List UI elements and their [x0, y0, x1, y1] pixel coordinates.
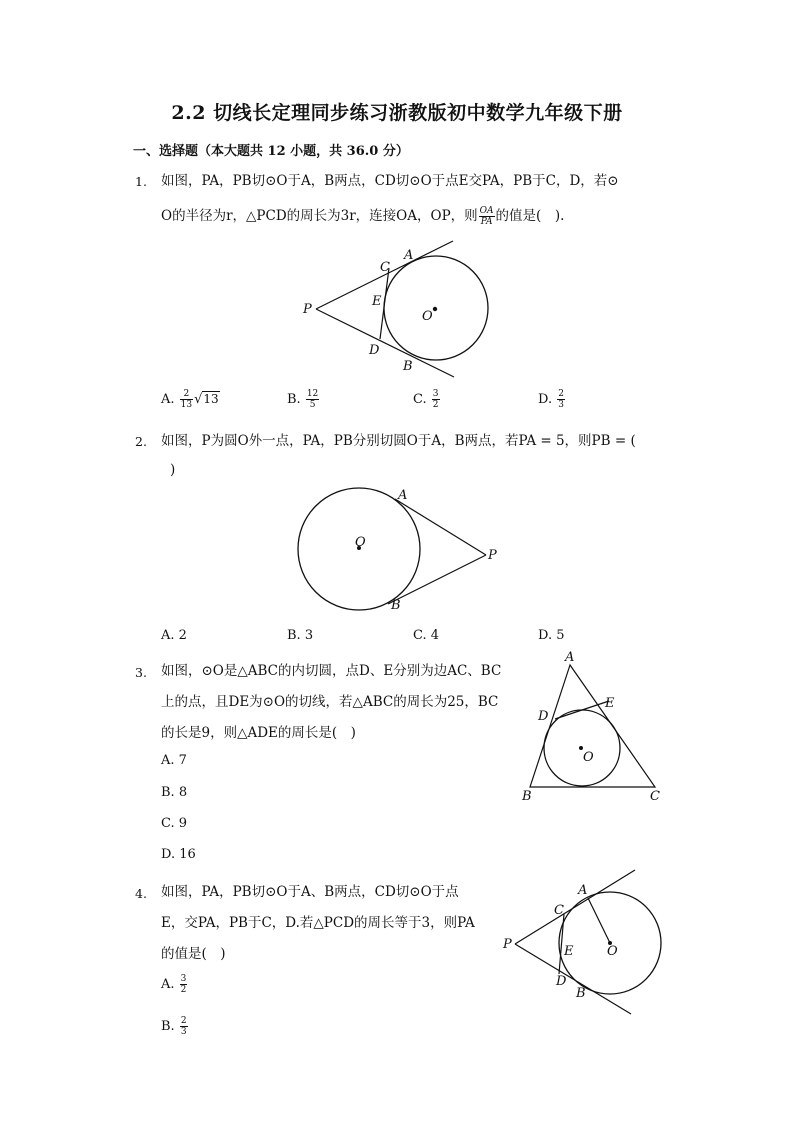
label-p: P: [503, 937, 512, 952]
question-2-figure: [290, 482, 510, 617]
q2-option-b[interactable]: B. 3: [287, 628, 314, 643]
question-4-line-3: 的值是( ): [161, 946, 226, 962]
question-1-figure: [296, 238, 496, 380]
label-o: O: [422, 309, 433, 324]
q1-option-a[interactable]: [161, 389, 220, 410]
fraction-numerator: 2: [180, 1016, 187, 1026]
fraction-numerator: 3: [180, 974, 187, 984]
question-1-line-2: [161, 201, 564, 232]
option-label: A.: [161, 977, 175, 992]
sqrt-radicand: 13: [203, 392, 219, 406]
q3-option-b[interactable]: B. 8: [161, 785, 188, 800]
fraction-numerator: OA: [479, 206, 494, 216]
label-a: A: [578, 883, 588, 898]
q3-option-a[interactable]: A. 7: [161, 753, 187, 768]
radius-oa: [588, 898, 610, 943]
fraction-denominator: 3: [180, 1027, 187, 1037]
fraction-denominator: 13: [180, 400, 193, 410]
section-heading: 一、选择题（本大题共 12 小题，共 36.0 分）: [133, 144, 409, 159]
option-fraction: [180, 1016, 188, 1037]
question-1-line-1: 如图，PA，PB切⊙O于A，B两点，CD切⊙O于点E交PA，PB于C，D，若⊙: [161, 173, 619, 189]
label-a: A: [565, 650, 575, 665]
fraction-numerator: 3: [432, 389, 439, 399]
q1-option-d[interactable]: [538, 389, 566, 410]
option-fraction: [432, 389, 440, 410]
q2-option-c[interactable]: C. 4: [413, 628, 440, 643]
label-e: E: [564, 944, 574, 959]
label-b: B: [391, 598, 401, 613]
question-1-line-2-start: O的半径为r，△PCD的周长为3r，连接OA，OP，则: [161, 208, 478, 224]
q4-option-a[interactable]: [161, 974, 188, 995]
question-3-line-2: 上的点，且DE为⊙O的切线，若△ABC的周长为25，BC: [161, 694, 499, 710]
label-c: C: [650, 789, 660, 804]
option-fraction: [180, 974, 188, 995]
fraction-denominator: 2: [432, 400, 439, 410]
label-o: O: [583, 750, 594, 765]
label-a: A: [398, 488, 408, 503]
label-b: B: [403, 359, 413, 374]
page-title: 2.2 切线长定理同步练习浙教版初中数学九年级下册: [171, 102, 623, 124]
label-d: D: [369, 343, 380, 358]
label-p: P: [488, 548, 497, 563]
label-a: A: [404, 248, 414, 263]
fraction-denominator: 5: [309, 400, 316, 410]
fraction-numerator: 2: [558, 389, 564, 399]
tangent-pb: [388, 555, 486, 604]
tangent-pa: [515, 870, 635, 944]
question-1-number: 1.: [135, 174, 147, 189]
question-3-figure: [518, 647, 668, 805]
option-fraction: [306, 389, 319, 410]
question-4-figure: [498, 864, 674, 1024]
label-c: C: [380, 260, 390, 275]
question-4-line-1: 如图，PA，PB切⊙O于A、B两点，CD切⊙O于点: [161, 884, 459, 900]
fraction-denominator: 3: [558, 400, 564, 410]
label-o: O: [607, 944, 618, 959]
question-1-fraction: [479, 206, 495, 227]
triangle-abc: [530, 665, 655, 787]
option-fraction: [180, 389, 193, 410]
label-c: C: [554, 903, 564, 918]
fraction-numerator: 12: [306, 389, 319, 399]
label-p: P: [303, 302, 312, 317]
fraction-denominator: PA: [480, 217, 493, 227]
fraction-denominator: 2: [180, 985, 187, 995]
label-b: B: [576, 986, 586, 1001]
question-2-line-2: ): [170, 462, 176, 478]
option-fraction: [557, 389, 565, 410]
question-3-number: 3.: [135, 665, 147, 680]
question-3-line-1: 如图，⊙O是△ABC的内切圆，点D、E分别为边AC、BC: [161, 663, 502, 679]
q1-option-c[interactable]: [413, 389, 441, 410]
q2-option-a[interactable]: A. 2: [161, 628, 187, 643]
question-2-line-1: 如图，P为圆O外一点，PA，PB分别切圆O于A，B两点，若PA = 5，则PB = (: [161, 433, 636, 449]
question-4-line-2: E，交PA，PB于C，D.若△PCD的周长等于3，则PA: [161, 915, 475, 931]
option-label: D.: [538, 392, 553, 407]
question-2-number: 2.: [135, 434, 147, 449]
option-label: B.: [287, 392, 301, 407]
q4-option-b[interactable]: [161, 1016, 189, 1037]
q3-option-c[interactable]: C. 9: [161, 816, 188, 831]
label-d: D: [556, 974, 567, 989]
label-b: B: [522, 789, 532, 804]
q1-option-b[interactable]: [287, 389, 320, 410]
tangent-pa: [395, 499, 486, 555]
q2-option-d[interactable]: D. 5: [538, 628, 565, 643]
label-o: O: [355, 535, 366, 550]
option-label: C.: [413, 392, 427, 407]
label-e: E: [372, 294, 382, 309]
question-1-line-2-end: 的值是( ).: [495, 208, 565, 224]
question-3-line-3: 的长是9，则△ADE的周长是( ): [161, 725, 356, 741]
option-label: B.: [161, 1019, 175, 1034]
label-d: D: [538, 709, 549, 724]
sqrt-sign: √: [194, 392, 203, 407]
question-4-number: 4.: [135, 886, 147, 901]
fraction-numerator: 2: [180, 389, 193, 400]
q3-option-d[interactable]: D. 16: [161, 847, 196, 862]
center-dot: [433, 307, 437, 311]
label-e: E: [605, 696, 615, 711]
option-label: A.: [161, 392, 175, 407]
